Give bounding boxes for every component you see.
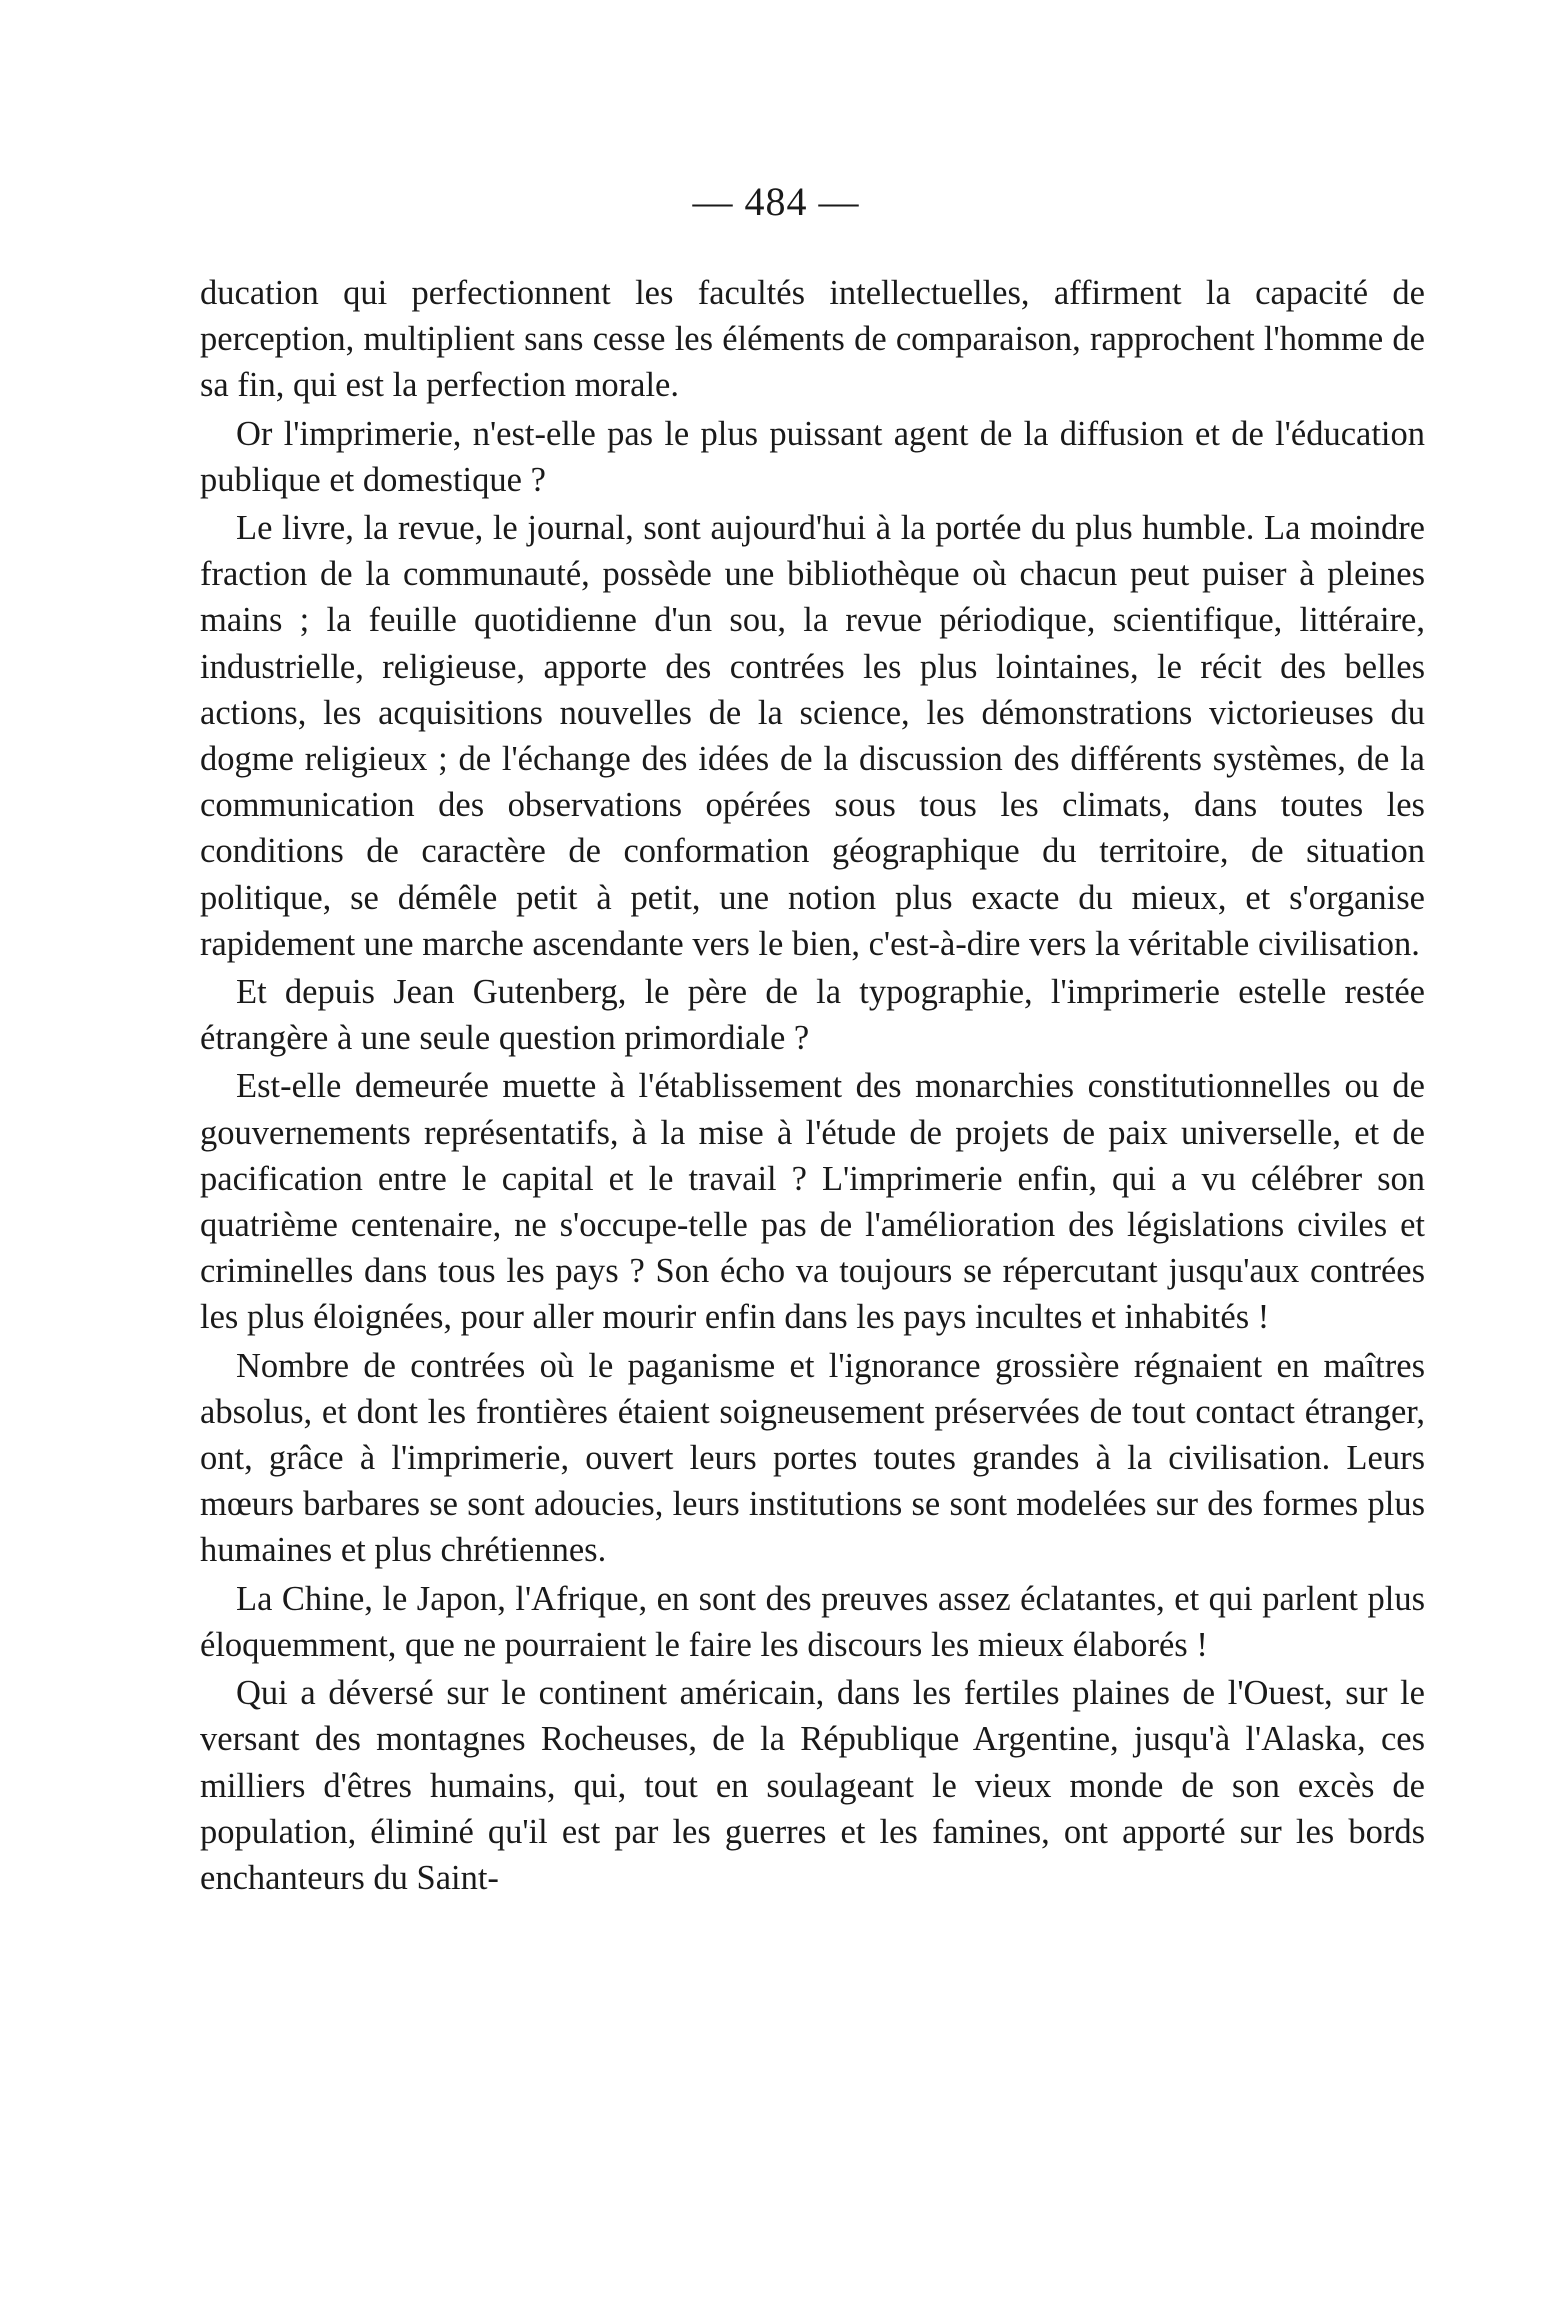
paragraph: Et depuis Jean Gutenberg, le père de la typographie, l'imprimerie estelle restée étrangère à une seule question primordiale ? — [200, 973, 1425, 1058]
paragraph: Nombre de contrées où le paganisme et l'ignorance grossière régnaient en maîtres absolus, et dont les frontières étaient soigneusement préservées de tout contact étranger, ont, grâce à l'imprimerie, ouvert leurs portes toutes grandes à la civilisation. Leurs mœurs barbares se sont adoucies, leurs institutions se sont modelées sur des formes plus humaines et plus chrétiennes. — [200, 1346, 1425, 1570]
paragraph: Le livre, la revue, le journal, sont aujourd'hui à la portée du plus humble. La moindre fraction de la communauté, possède une bibliothèque où chacun peut puiser à pleines mains ; la feuille quotidienne d'un sou, la revue périodique, scientifique, littéraire, industrielle, religieuse, apporte des contrées les plus lointaines, le récit des belles actions, les acquisitions nouvelles de la science, les démonstrations victorieuses du dogme religieux ; de l'échange des idées de la discussion des différents systèmes, de la communication des observations opérées sous tous les climats, dans toutes les conditions de caractère de conformation géographique du territoire, de situation politique, se démêle petit à petit, une notion plus exacte du mieux, et s'organise rapidement une marche ascendante vers le bien, c'est-à-dire vers la véritable civilisation. — [200, 509, 1425, 963]
body-text — [200, 270, 1425, 1903]
paragraph: La Chine, le Japon, l'Afrique, en sont des preuves assez éclatantes, et qui parlent plus éloquemment, que ne pourraient le faire les discours les mieux élaborés ! — [200, 1579, 1425, 1664]
paragraph: Or l'imprimerie, n'est-elle pas le plus puissant agent de la diffusion et de l'éducation publique et domestique ? — [200, 414, 1425, 499]
paragraph: ducation qui perfectionnent les facultés intellectuelles, affirment la capacité de perception, multiplient sans cesse les éléments de comparaison, rapprochent l'homme de sa fin, qui est la perfection morale. — [200, 274, 1425, 405]
paragraph: Est-elle demeurée muette à l'établissement des monarchies constitutionnelles ou de gouvernements représentatifs, à la mise à l'étude de projets de paix universelle, et de pacification entre le capital et le travail ? L'imprimerie enfin, qui a vu célébrer son quatrième centenaire, ne s'occupe-telle pas de l'amélioration des législations civiles et criminelles dans tous les pays ? Son écho va toujours se répercutant jusqu'aux contrées les plus éloignées, pour aller mourir enfin dans les pays incultes et inhabités ! — [200, 1067, 1425, 1337]
paragraph: Qui a déversé sur le continent américain, dans les fertiles plaines de l'Ouest, sur le versant des montagnes Rocheuses, de la République Argentine, jusqu'à l'Alaska, ces milliers d'êtres humains, qui, tout en soulageant le vieux monde de son excès de population, éliminé qu'il est par les guerres et les famines, ont apporté sur les bords enchanteurs du Saint- — [200, 1674, 1425, 1897]
page-number: — 484 — — [692, 179, 860, 224]
